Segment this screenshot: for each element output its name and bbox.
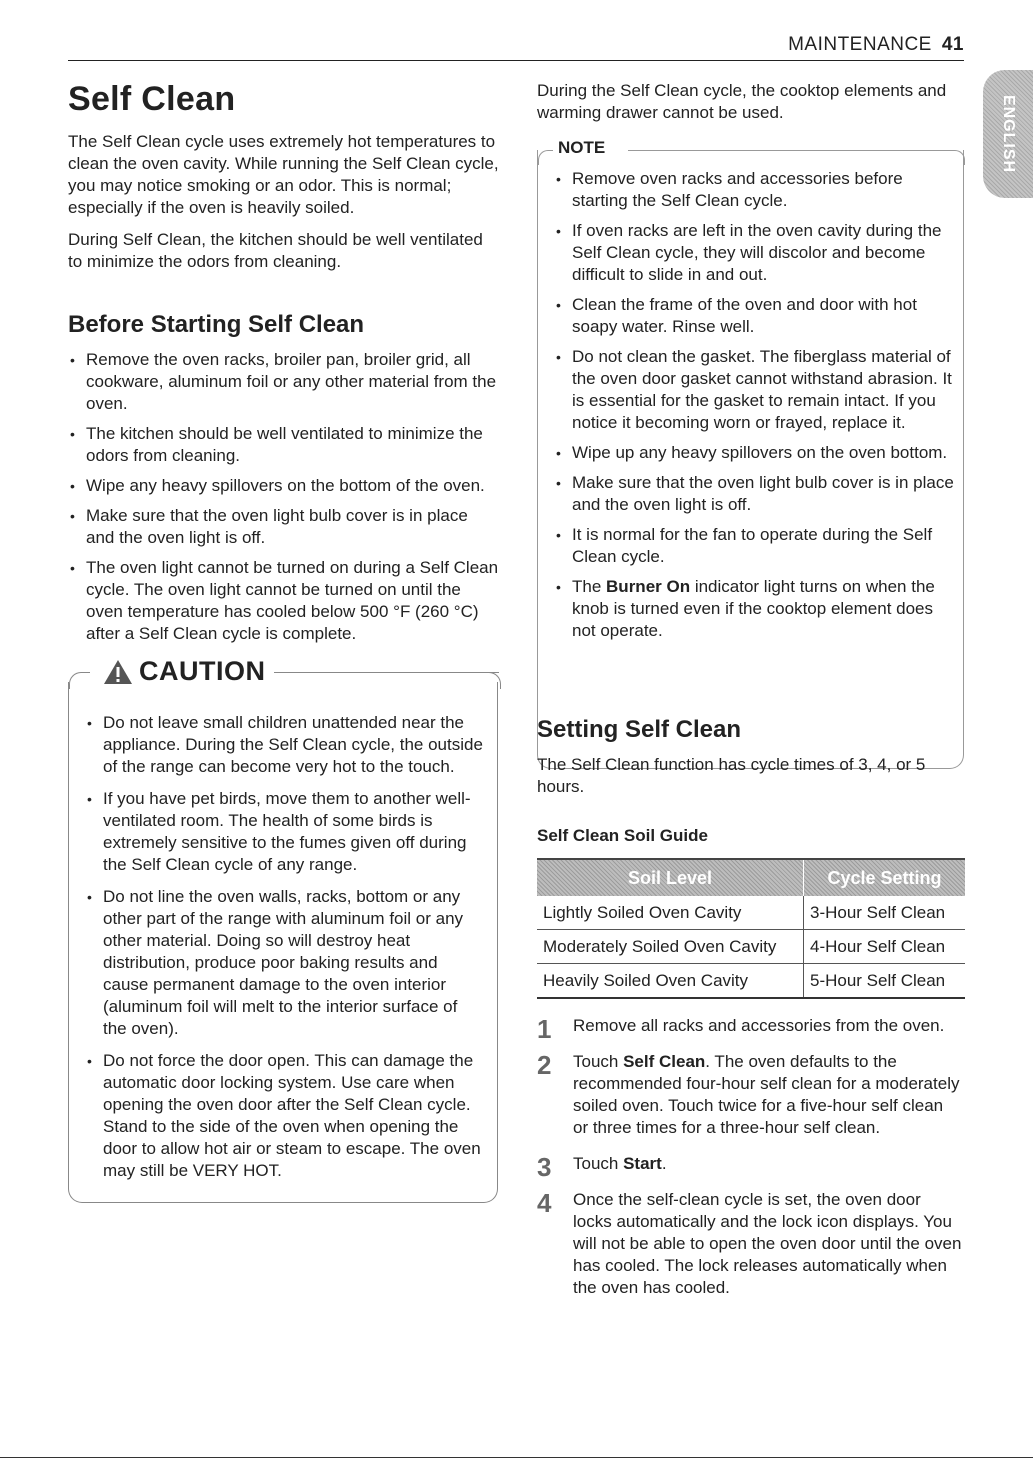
- list-item: • The kitchen should be well ventilated to minimize the odors from cleaning.: [68, 423, 500, 467]
- step-item: 1 Remove all racks and accessories from the oven.: [537, 1014, 945, 1044]
- list-item: • Do not line the oven walls, racks, bottom or any other part of the range with aluminum foil or any other material. Doing so will destroy heat distribution, produce poor baking results and cause permanent damage to the oven interior (aluminum foil will melt to the interior surface of the oven).: [85, 886, 485, 1040]
- list-item: • Do not leave small children unattended near the appliance. During the Self Clean cycle, the outside of the range can become very hot to the touch.: [85, 712, 485, 778]
- step-item: 3 Touch Start.: [537, 1152, 667, 1182]
- section-title: MAINTENANCE: [788, 34, 932, 55]
- language-tab-label: ENGLISH: [1000, 94, 1017, 174]
- intro-paragraph-2: During Self Clean, the kitchen should be well ventilated to minimize the odors from cleaning.: [68, 230, 483, 271]
- list-item: • Clean the frame of the oven and door with hot soapy water. Rinse well.: [554, 294, 954, 338]
- step-item: 2 Touch Self Clean. The oven defaults to the recommended four-hour self clean for a moderately soiled oven. Touch twice for a five-hour self clean or three times for a three-hour self clean.: [537, 1050, 960, 1137]
- table-cell: 3-Hour Self Clean: [804, 896, 966, 930]
- note-list: [554, 168, 954, 650]
- list-item: • Do not force the door open. This can damage the automatic door locking system. Use care when opening the oven door after the Self Clean cycle. Stand to the side of the oven when opening the door to allow hot air or steam to escape. The oven may still be VERY HOT.: [85, 1050, 485, 1182]
- table-cell: Moderately Soiled Oven Cavity: [537, 930, 804, 964]
- list-item: • Do not clean the gasket. The fiberglass material of the oven door gasket cannot withstand abrasion. It is essential for the gasket to remain intact. If you notice it becoming worn or frayed, replace it.: [554, 346, 954, 434]
- page-number: 41: [941, 34, 964, 55]
- table-header: Cycle Setting: [804, 859, 966, 896]
- bottom-rule: [0, 1457, 1033, 1458]
- step-number: 3: [537, 1152, 552, 1182]
- setting-heading: Setting Self Clean: [537, 716, 742, 743]
- step-number: 2: [537, 1050, 552, 1080]
- before-starting-list: [68, 349, 500, 645]
- list-item: • Make sure that the oven light bulb cover is in place and the oven light is off.: [554, 472, 954, 516]
- note-title: NOTE: [554, 138, 609, 158]
- list-item: • Remove the oven racks, broiler pan, broiler grid, all cookware, aluminum foil or any other material from the oven.: [68, 349, 500, 415]
- list-item: • Make sure that the oven light bulb cover is in place and the oven light is off.: [68, 505, 500, 549]
- setting-intro: The Self Clean function has cycle times of 3, 4, or 5 hours.: [537, 755, 926, 796]
- table-row: [537, 896, 965, 930]
- caution-title: CAUTION: [139, 656, 266, 686]
- table-row: [537, 930, 965, 964]
- list-item: • Remove oven racks and accessories before starting the Self Clean cycle.: [554, 168, 954, 212]
- warning-icon: [103, 659, 133, 685]
- table-cell: Lightly Soiled Oven Cavity: [537, 896, 804, 930]
- right-column: [537, 80, 962, 1297]
- list-item: • The Burner On indicator light turns on when the knob is turned even if the cooktop element does not operate.: [554, 576, 954, 642]
- note-box: [537, 138, 964, 769]
- table-cell: 4-Hour Self Clean: [804, 930, 966, 964]
- list-item: • If you have pet birds, move them to another well-ventilated room. The health of some birds is extremely sensitive to the fumes given off during the Self Clean cycle of any range.: [85, 788, 485, 876]
- list-item: • The oven light cannot be turned on during a Self Clean cycle. The oven light cannot be turned on until the oven temperature has cooled below 500 °F (260 °C) after a Self Clean cycle is complete.: [68, 557, 500, 645]
- table-cell: 5-Hour Self Clean: [804, 964, 966, 999]
- page-title: Self Clean: [68, 80, 236, 118]
- cooktop-note: During the Self Clean cycle, the cooktop elements and warming drawer cannot be used.: [537, 81, 947, 122]
- list-item: • Wipe up any heavy spillovers on the oven bottom.: [554, 442, 954, 464]
- soil-guide-heading: Self Clean Soil Guide: [537, 826, 708, 845]
- list-item: • Wipe any heavy spillovers on the bottom of the oven.: [68, 475, 500, 497]
- soil-guide-table: [537, 858, 965, 999]
- setting-section: [537, 716, 962, 1313]
- steps-list: [537, 1015, 962, 1299]
- step-item: 4 Once the self-clean cycle is set, the oven door locks automatically and the lock icon displays. You will not be able to open the oven door until the oven has cooled. The lock releases automatically when the oven has cooled.: [537, 1188, 962, 1297]
- table-row: [537, 964, 965, 999]
- language-tab: [983, 70, 1033, 198]
- caution-list: [85, 712, 485, 1190]
- before-starting-heading: Before Starting Self Clean: [68, 311, 365, 338]
- list-item: • It is normal for the fan to operate during the Self Clean cycle.: [554, 524, 954, 568]
- step-number: 4: [537, 1188, 552, 1218]
- intro-paragraph-1: The Self Clean cycle uses extremely hot temperatures to clean the oven cavity. While running the Self Clean cycle, you may notice smoking or an odor. This is normal; especially if the oven is heavily soiled.: [68, 132, 499, 217]
- page-header: [68, 32, 964, 61]
- left-column: [68, 80, 500, 1180]
- table-header: Soil Level: [537, 859, 804, 896]
- burner-on-label: Burner On: [606, 577, 691, 596]
- step-number: 1: [537, 1014, 552, 1044]
- list-item: • If oven racks are left in the oven cavity during the Self Clean cycle, they will discolor and become difficult to slide in and out.: [554, 220, 954, 286]
- table-cell: Heavily Soiled Oven Cavity: [537, 964, 804, 999]
- table-header-row: [537, 859, 965, 896]
- caution-box: [68, 656, 498, 1203]
